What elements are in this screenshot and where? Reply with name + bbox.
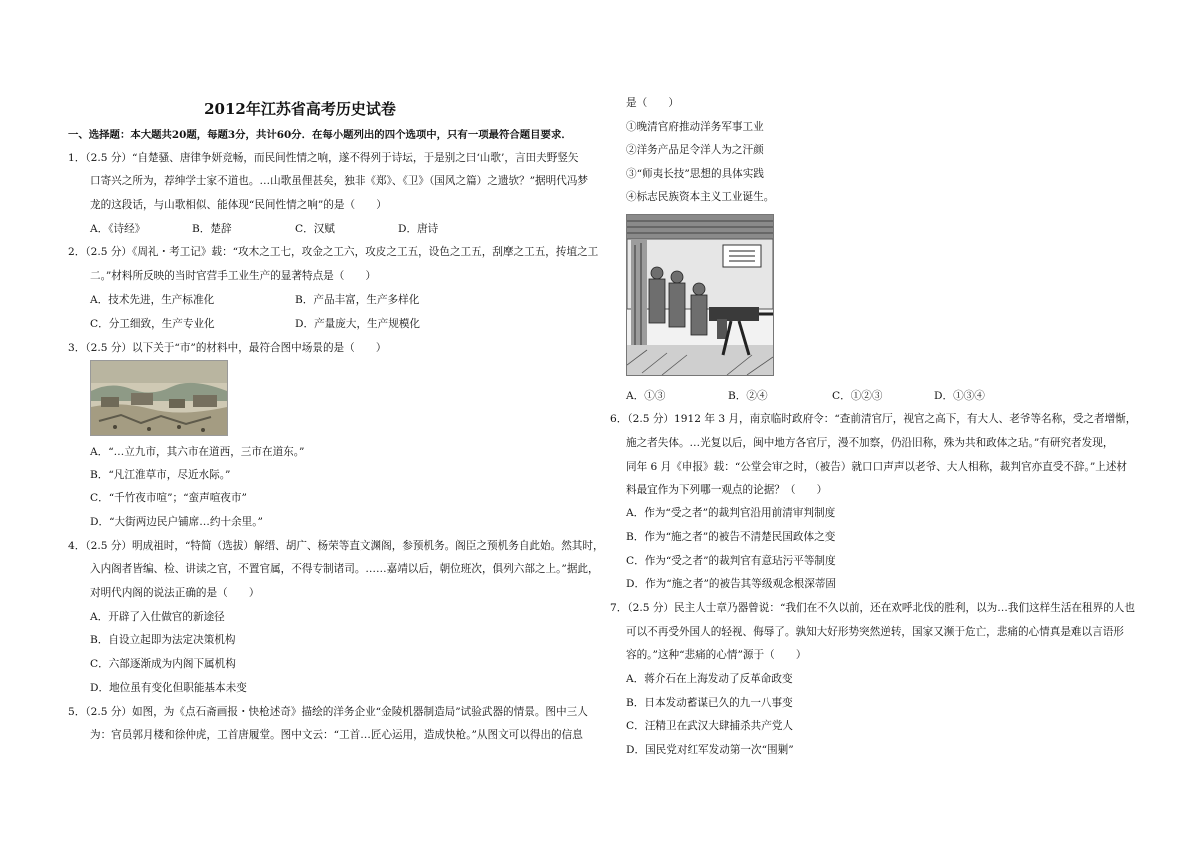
q1-option-a: A．《诗经》 (90, 223, 146, 235)
q7-line-1: 7．（2.5 分）民主人士章乃器曾说：“我们在不久以前，还在欢呼北伐的胜利，以为…我们这样生活在租界的人也 (610, 602, 1135, 614)
q3-option-b: B．“凡江淮草市，尽近水际。” (90, 469, 231, 481)
q4-option-c: C．六部逐渐成为内阁下属机构 (90, 658, 236, 670)
q5-option-a: A．①③ (626, 390, 666, 402)
q3-option-c: C．“千竹夜市喧”；“蛮声喧夜市” (90, 492, 247, 504)
q7-option-b: B．日本发动蓄谋已久的九一八事变 (626, 697, 793, 709)
q5-option-d: D．①③④ (934, 390, 985, 402)
q6-option-c: C．作为“受之者”的裁判官有意玷污平等制度 (626, 555, 836, 567)
q5-item-1: ①晚清官府推动洋务军事工业 (626, 121, 764, 133)
q7-line-3: 容的。”这种“悲痛的心情”源于（ ） (626, 649, 807, 661)
q7-option-a: A．蒋介石在上海发动了反革命政变 (626, 673, 793, 685)
q6-option-b: B．作为“施之者”的被告不清楚民国政体之变 (626, 531, 836, 543)
q5-line-3: 是（ ） (626, 97, 679, 109)
q1-option-b: B．楚辞 (192, 223, 232, 235)
q6-line-4: 料最宜作为下列哪一观点的论据？（ ） (626, 484, 828, 496)
q6-line-3: 同年 6 月《申报》载：“公堂会审之时，（被告）就口口声声以老爷、大人相称，裁判官亦直受不辞。”上述材 (626, 461, 1128, 473)
section-header: 一、选择题：本大题共20题，每题3分，共计60分．在每小题列出的四个选项中，只有一项最符合题目要求． (68, 129, 572, 141)
q2-option-d: D．产量庞大，生产规模化 (295, 318, 421, 330)
q6-option-d: D．作为“施之者”的被告其等级观念根深蒂固 (626, 578, 837, 590)
q2-line-1: 2．（2.5 分）《周礼・考工记》载：“攻木之工七，攻金之工六，攻皮之工五，设色之工五，刮摩之工五，抟埴之工 (68, 246, 599, 258)
q5-option-b: B．②④ (728, 390, 768, 402)
q4-option-a: A．开辟了入仕做官的新途径 (90, 611, 225, 623)
q6-line-2: 施之者失体。…光复以后，闽中地方各官厅，漫不加察，仍沿旧称，殊为共和政体之玷。”有研究者发现， (626, 437, 1114, 449)
q2-option-a: A．技术先进，生产标准化 (90, 294, 215, 306)
q5-item-4: ④标志民族资本主义工业诞生。 (626, 191, 775, 203)
market-scene-image (90, 360, 228, 436)
q1-line-3: 龙的这段话，与山歌相似、能体现“民间性情之响”的是（ ） (90, 199, 387, 211)
q2-option-c: C．分工细致，生产专业化 (90, 318, 215, 330)
q5-line-1: 5．（2.5 分）如图，为《点石斋画报・快枪述奇》描绘的洋务企业“金陵机器制造局”试验武器的情景。图中三人 (68, 706, 588, 718)
q6-option-a: A．作为“受之者”的裁判官沿用前清审判制度 (626, 507, 836, 519)
q3-option-a: A．“…立九市，其六市在道西，三市在道东。” (90, 446, 305, 458)
q1-option-d: D．唐诗 (398, 223, 439, 235)
q3-option-d: D．“大街两边民户铺席…约十余里。” (90, 516, 263, 528)
q6-line-1: 6．（2.5 分）1912 年 3 月，南京临时政府令：“查前清官厅，视官之高下，有大人、老爷等名称，受之者增惭， (610, 413, 1137, 425)
q5-option-c: C．①②③ (832, 390, 883, 402)
page-title: 2012年江苏省高考历史试卷 (204, 100, 396, 118)
gun-test-illustration (626, 214, 774, 376)
q2-line-2: 二。”材料所反映的当时官营手工业生产的显著特点是（ ） (90, 270, 377, 282)
q5-item-2: ②洋务产品足令洋人为之汗颜 (626, 144, 764, 156)
q5-line-2: 为：官员郭月楼和徐仲虎，工首唐履堂。图中文云：“工首…匠心运用，造成快枪。”从图文可以得出的信息 (90, 729, 583, 741)
q7-option-c: C．汪精卫在武汉大肆捕杀共产党人 (626, 720, 794, 732)
q7-option-d: D．国民党对红军发动第一次“围剿” (626, 744, 794, 756)
q5-item-3: ③“师夷长技”思想的具体实践 (626, 168, 764, 180)
q4-option-b: B．自设立起即为法定决策机构 (90, 634, 236, 646)
q1-line-1: 1．（2.5 分）“自楚骚、唐律争妍竞畅，而民间性情之响，遂不得列于诗坛，于是别之曰‘山歌’，言田夫野竖矢 (68, 152, 579, 164)
q7-line-2: 可以不再受外国人的轻视、侮辱了。孰知大好形势突然逆转，国家又濒于危亡，悲痛的心情真是难以言语形 (626, 626, 1124, 638)
q4-line-2: 入内阁者皆编、检、讲读之官，不置官属，不得专制诸司。……嘉靖以后，朝位班次，俱列六部之上。”据此， (90, 563, 599, 575)
q2-option-b: B．产品丰富，生产多样化 (295, 294, 420, 306)
q1-option-c: C．汉赋 (295, 223, 335, 235)
q4-line-1: 4．（2.5 分）明成祖时，“特简（选拔）解缙、胡广、杨荣等直文渊阁，参预机务。阁臣之预机务自此始。然其时， (68, 540, 604, 552)
q4-option-d: D．地位虽有变化但职能基本未变 (90, 682, 247, 694)
q4-line-3: 对明代内阁的说法正确的是（ ） (90, 587, 260, 599)
q1-line-2: 口寄兴之所为，荐绅学士家不道也。…山歌虽俚甚矣，独非《郑》、《卫》（国风之篇）之遗欤？”据明代冯梦 (90, 175, 589, 187)
q3-stem: 3．（2.5 分）以下关于“市”的材料中，最符合图中场景的是（ ） (68, 342, 387, 354)
